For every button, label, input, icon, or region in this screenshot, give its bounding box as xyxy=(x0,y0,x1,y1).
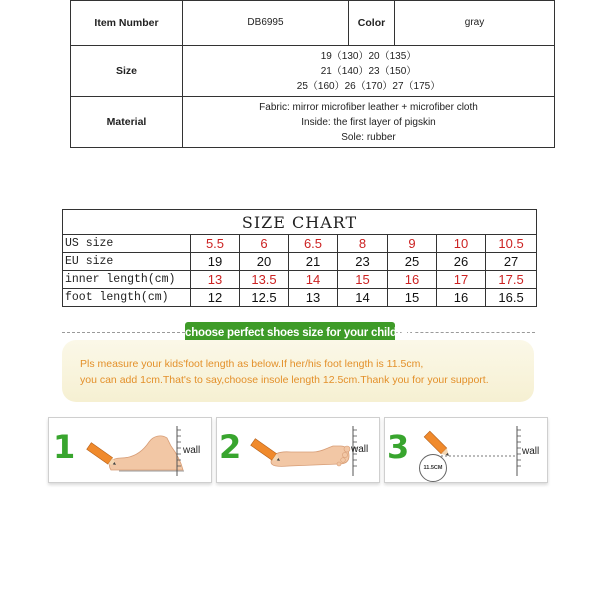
size-chart-cell: 10.5 xyxy=(486,235,537,253)
size-chart-cell: 10 xyxy=(437,235,486,253)
divider-right xyxy=(395,332,535,333)
size-chart-cell: 12 xyxy=(191,289,240,307)
step-number-3: 3 xyxy=(387,428,410,466)
color-value: gray xyxy=(395,1,555,46)
step-number-2: 2 xyxy=(219,428,242,466)
size-values xyxy=(183,46,555,97)
foot-side-icon xyxy=(109,436,183,470)
size-chart-row-label: inner length(cm) xyxy=(63,271,191,289)
size-chart-cell: 17 xyxy=(437,271,486,289)
size-chart-cell: 25 xyxy=(388,253,437,271)
wall-label-1: wall xyxy=(183,445,201,456)
material-label: Material xyxy=(71,97,183,148)
material-row xyxy=(71,97,555,148)
step-panel-3 xyxy=(384,417,548,483)
pencil-icon xyxy=(251,439,283,464)
size-chart-cell: 6 xyxy=(240,235,289,253)
material-line: Inside: the first layer of pigskin xyxy=(301,116,436,128)
size-chart-row-label: EU size xyxy=(63,253,191,271)
size-chart-cell: 14 xyxy=(289,271,338,289)
color-label: Color xyxy=(349,1,395,46)
instruction-line-2: you can add 1cm.That's to say,choose insole length 12.5cm.Thank you for your support. xyxy=(80,374,489,386)
size-chart-title: SIZE CHART xyxy=(63,210,537,235)
size-chart-cell: 15 xyxy=(338,271,388,289)
divider-left xyxy=(62,332,185,333)
size-chart-cell: 16 xyxy=(388,271,437,289)
item-number-value: DB6995 xyxy=(183,1,349,46)
size-chart-cell: 16.5 xyxy=(486,289,537,307)
size-chart-cell: 5.5 xyxy=(191,235,240,253)
size-chart-cell: 27 xyxy=(486,253,537,271)
size-chart-row-label: US size xyxy=(63,235,191,253)
size-chart-cell: 8 xyxy=(338,235,388,253)
size-chart-cell: 15 xyxy=(388,289,437,307)
wall-label-2: wall xyxy=(351,444,369,455)
item-number-label: Item Number xyxy=(71,1,183,46)
size-line: 21（140）23（150） xyxy=(320,65,417,77)
pencil-icon xyxy=(87,443,119,468)
size-line: 25（160）26（170）27（175） xyxy=(296,80,441,92)
size-chart-cell: 17.5 xyxy=(486,271,537,289)
size-chart-cell: 20 xyxy=(240,253,289,271)
size-chart-body xyxy=(63,235,537,307)
wall-label-3: wall xyxy=(522,446,540,457)
size-chart-cell: 26 xyxy=(437,253,486,271)
size-label: Size xyxy=(71,46,183,97)
instruction-line-1: Pls measure your kids'foot length as below.If her/his foot length is 11.5cm, xyxy=(80,358,424,370)
size-chart-cell: 21 xyxy=(289,253,338,271)
size-chart-row xyxy=(63,289,537,307)
size-chart-row xyxy=(63,253,537,271)
wall-ticks xyxy=(517,430,521,466)
size-chart-row-label: foot length(cm) xyxy=(63,289,191,307)
size-chart-row xyxy=(63,235,537,253)
step-panel-2 xyxy=(216,417,380,483)
material-line: Sole: rubber xyxy=(341,131,396,143)
step-panel-1 xyxy=(48,417,212,483)
size-guide-banner: choose perfect shoes size for your children xyxy=(185,322,395,344)
size-chart-cell: 6.5 xyxy=(289,235,338,253)
size-chart-cell: 23 xyxy=(338,253,388,271)
material-line: Fabric: mirror microfiber leather + microfiber cloth xyxy=(259,101,478,113)
size-chart-cell: 19 xyxy=(191,253,240,271)
size-chart-cell: 13 xyxy=(289,289,338,307)
size-chart-cell: 14 xyxy=(338,289,388,307)
size-chart-cell: 9 xyxy=(388,235,437,253)
measurement-instructions xyxy=(62,340,534,402)
product-info-table xyxy=(70,0,555,148)
size-line: 19（130）20（135） xyxy=(320,50,417,62)
size-row xyxy=(71,46,555,97)
measure-badge: 11.5CM xyxy=(419,454,447,482)
item-number-row xyxy=(71,1,555,46)
size-chart-cell: 13.5 xyxy=(240,271,289,289)
size-chart-cell: 16 xyxy=(437,289,486,307)
size-chart-cell: 13 xyxy=(191,271,240,289)
size-chart-cell: 12.5 xyxy=(240,289,289,307)
material-values xyxy=(183,97,555,148)
step-number-1: 1 xyxy=(53,428,76,466)
size-chart-table xyxy=(62,209,537,307)
size-chart-row xyxy=(63,271,537,289)
